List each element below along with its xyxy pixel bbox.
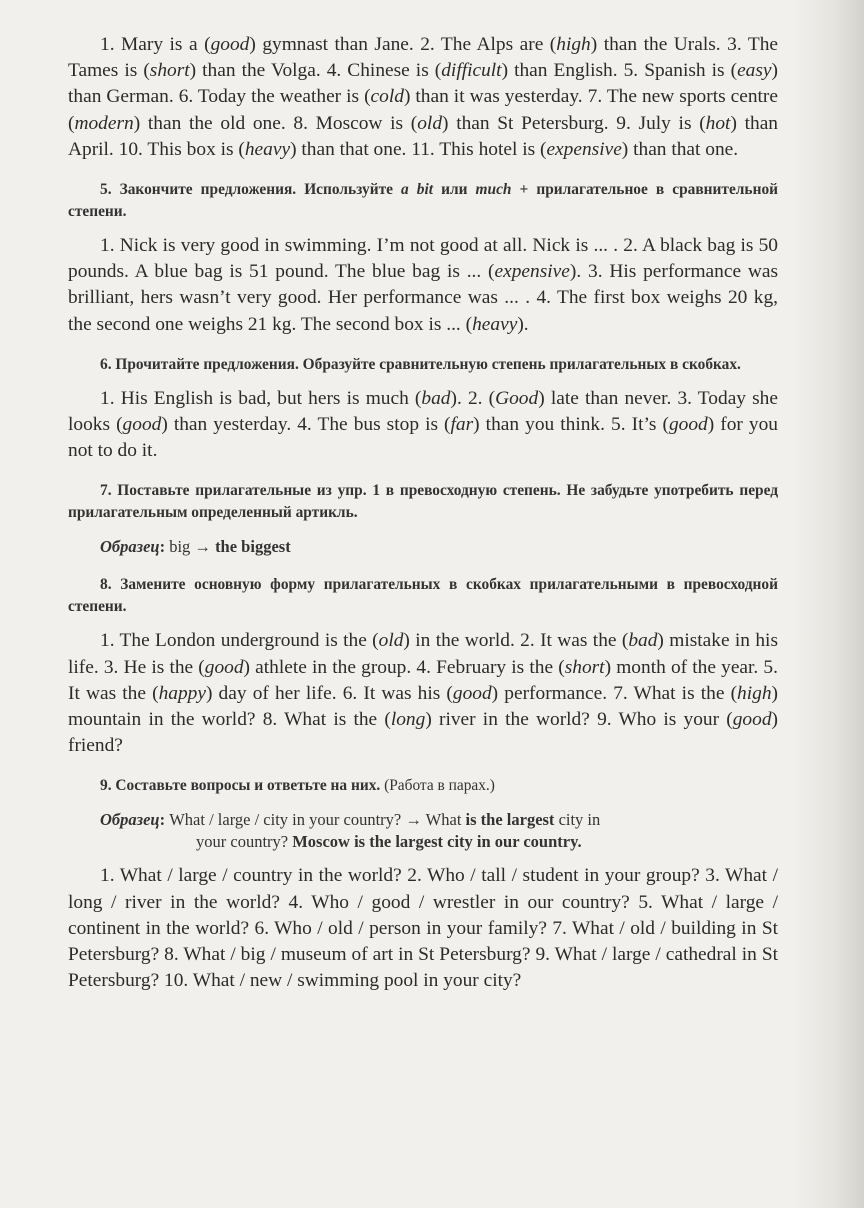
exercise-8-text: 1. The London underground is the (old) in the world. 2. It was the (bad) mistake in his life. 3. He is the (good) athlete in the group. 4. February is the (short) month of the year. 5. It was the (happy) day of her life. 6. It was his (good) performance. 7. What is the (high) mountain in the world? 8. What is the (long) river in the world? 9. Who is your (good) friend? xyxy=(68,630,778,757)
exercise-5-text: 1. Nick is very good in swimming. I’m not good at all. Nick is ... . 2. A black bag is 50 pounds. A blue bag is 51 pound. The blue bag is ... (expensive). 3. His performance was brilliant, hers wasn’t very good. Her performance was ... . 4. The first box weighs 20 kg, the second one weighs 21 kg. The second box is ... (heavy). xyxy=(68,235,779,335)
exercise-8-heading: 8. Замените основную форму прилагательных в скобках прилагательными в превосходной степени. xyxy=(68,576,778,616)
textbook-page xyxy=(68,32,778,994)
exercise-9-sample: Образец: What / large / city in your country? → What is the largest city in your country? Moscow is the largest city in our country. xyxy=(100,810,601,852)
exercise-6-text: 1. His English is bad, but hers is much (bad). 2. (Good) late than never. 3. Today she looks (good) than yesterday. 4. The bus stop is (far) than you think. 5. It’s (good) for you not to do it. xyxy=(68,387,778,462)
exercise-9-heading: 9. Составьте вопросы и ответьте на них. (Работа в парах.) xyxy=(100,777,495,795)
exercise-4-text: 1. Mary is a (good) gymnast than Jane. 2. The Alps are (high) than the Urals. 3. The Tames is (short) than the Volga. 4. Chinese is (difficult) than English. 5. Spanish is (easy) than German. 6. Today the weather is (cold) than it was yesterday. 7. The new sports centre (modern) than the old one. 8. Moscow is (old) than St Petersburg. 9. July is (hot) than April. 10. This box is (heavy) than that one. 11. This hotel is (expensive) than that one. xyxy=(68,34,778,160)
exercise-9-text: 1. What / large / country in the world? 2. Who / tall / student in your group? 3. What / long / river in the world? 4. Who / good / wrestler in our country? 5. What / large / continent in the world? 6. Who / old / person in your family? 7. What / old / building in St Petersburg? 8. What / big / museum of art in St Petersburg? 9. What / large / cathedral in St Petersburg? 10. What / new / swimming pool in your city? xyxy=(68,865,778,992)
exercise-6-heading: 6. Прочитайте предложения. Образуйте сравнительную степень прилагательных в скобках. xyxy=(100,355,741,373)
page-edge-shadow xyxy=(794,0,864,1208)
exercise-7-sample: Образец: big → the biggest xyxy=(100,537,291,557)
exercise-7-heading: 7. Поставьте прилагательные из упр. 1 в превосходную степень. Не забудьте употребить перед прилагательным определенный артикль. xyxy=(68,482,778,522)
exercise-5-heading: 5. Закончите предложения. Используйте a bit или much + прилагательное в сравнительной степени. xyxy=(68,181,779,221)
